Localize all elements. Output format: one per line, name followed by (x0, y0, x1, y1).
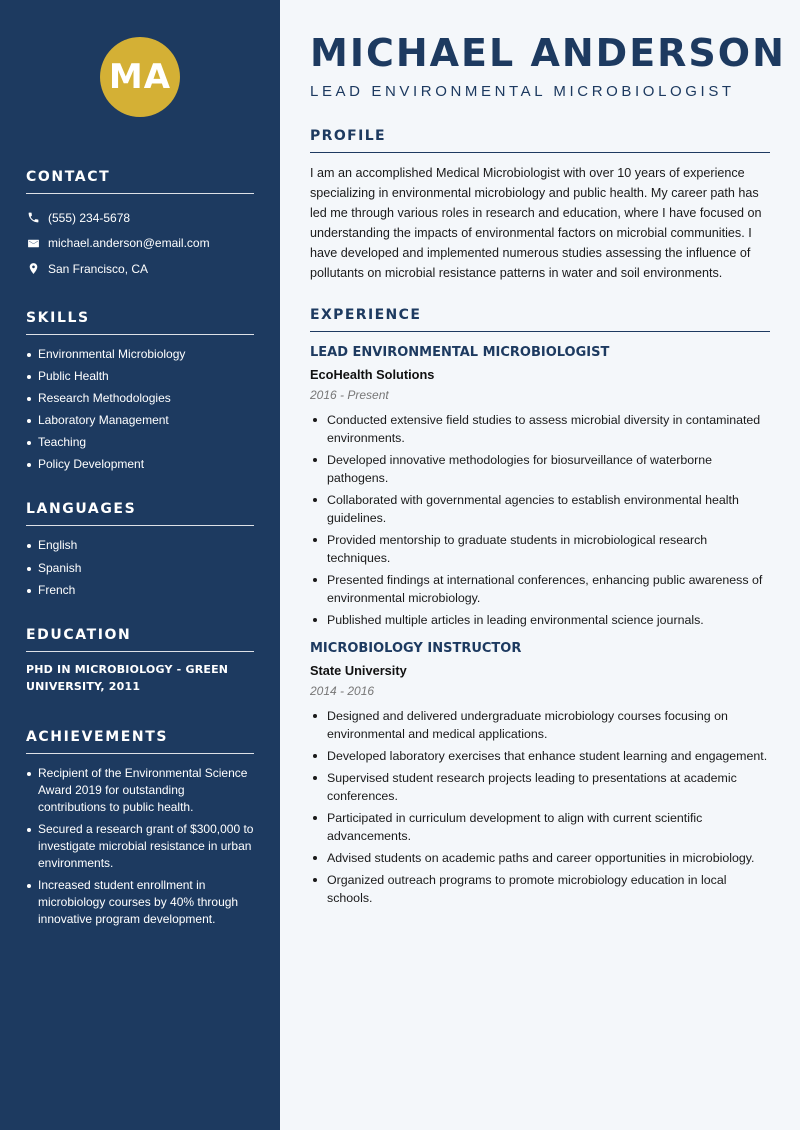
sidebar (0, 0, 280, 1130)
job-bullet: Developed innovative methodologies for biosurveillance of waterborne pathogens. (310, 451, 770, 487)
profile-text: I am an accomplished Medical Microbiologist with over 10 years of experience specializing in environmental microbiology and public health. My career path has led me through various roles in research and education, where I have focused on understanding the impacts of environmental factors on microbial communities. I have developed and implemented numerous studies assessing the influence of pollutants on microbial resistance patterns in water and soil environments. (310, 166, 762, 280)
skills-list (26, 346, 254, 474)
avatar-initials: MA (108, 57, 172, 97)
languages-section (26, 501, 254, 598)
skill-item: Teaching (26, 434, 254, 451)
languages-heading: LANGUAGES (26, 501, 254, 526)
contact-list (26, 205, 254, 282)
email-icon (26, 236, 40, 250)
education-section (26, 627, 254, 695)
experience-section (310, 307, 770, 907)
job-title: LEAD ENVIRONMENTAL MICROBIOLOGIST (310, 345, 610, 360)
achievement-item: Secured a research grant of $300,000 to investigate microbial resistance in urban environments. (26, 821, 254, 872)
phone-icon (26, 211, 40, 225)
job-dates: 2014 - 2016 (310, 684, 375, 698)
job-bullet: Developed laboratory exercises that enhance student learning and engagement. (310, 747, 770, 765)
skills-heading: SKILLS (26, 310, 254, 335)
job-bullet: Participated in curriculum development to align with current scientific advancements. (310, 809, 770, 845)
job-bullets (310, 707, 770, 907)
person-name: MICHAEL ANDERSON (310, 31, 786, 75)
contact-section (26, 169, 254, 282)
job-bullet: Designed and delivered undergraduate microbiology courses focusing on environmental and medical applications. (310, 707, 770, 743)
skill-item: Laboratory Management (26, 412, 254, 429)
location-pin-icon (26, 262, 40, 276)
skill-item: Public Health (26, 368, 254, 385)
job-entry (310, 343, 770, 629)
skill-item: Environmental Microbiology (26, 346, 254, 363)
email-text: michael.anderson@email.com (48, 236, 210, 251)
phone-text: (555) 234-5678 (48, 210, 131, 225)
job-title: MICROBIOLOGY INSTRUCTOR (310, 641, 522, 656)
company-name: EcoHealth Solutions (310, 367, 435, 382)
job-dates: 2016 - Present (310, 388, 389, 402)
achievements-list (26, 765, 254, 928)
achievements-heading: ACHIEVEMENTS (26, 729, 254, 754)
profile-heading: PROFILE (310, 128, 770, 153)
contact-heading: CONTACT (26, 169, 254, 194)
achievement-item: Increased student enrollment in microbiology courses by 40% through innovative program development. (26, 877, 254, 928)
skills-section (26, 310, 254, 474)
job-bullet: Advised students on academic paths and career opportunities in microbiology. (310, 849, 770, 867)
job-bullet: Supervised student research projects leading to presentations at academic conferences. (310, 769, 770, 805)
education-heading: EDUCATION (26, 627, 254, 652)
skill-item: Policy Development (26, 456, 254, 473)
job-bullets (310, 411, 770, 629)
experience-heading: EXPERIENCE (310, 307, 770, 332)
job-bullet: Organized outreach programs to promote microbiology education in local schools. (310, 871, 770, 907)
job-bullet: Published multiple articles in leading environmental science journals. (310, 611, 770, 629)
job-bullet: Provided mentorship to graduate students in microbiological research techniques. (310, 531, 770, 567)
skill-item: Research Methodologies (26, 390, 254, 407)
contact-email (26, 231, 254, 257)
main-content (280, 0, 800, 1130)
achievement-item: Recipient of the Environmental Science Award 2019 for outstanding contributions to public health. (26, 765, 254, 816)
contact-location (26, 256, 254, 282)
achievements-section (26, 729, 254, 928)
languages-list (26, 537, 254, 598)
language-item: English (26, 537, 254, 554)
contact-phone (26, 205, 254, 231)
job-bullet: Collaborated with governmental agencies to establish environmental health guidelines. (310, 491, 770, 527)
job-bullet: Conducted extensive field studies to assess microbial diversity in contaminated environments. (310, 411, 770, 447)
company-name: State University (310, 663, 407, 678)
location-text: San Francisco, CA (48, 261, 149, 276)
profile-section (310, 128, 770, 283)
job-bullet: Presented findings at international conferences, enhancing public awareness of environmental microbiology. (310, 571, 770, 607)
avatar (100, 37, 180, 117)
job-entry (310, 639, 770, 907)
education-degree: PHD IN MICROBIOLOGY - GREEN UNIVERSITY, 2011 (26, 662, 229, 693)
language-item: Spanish (26, 560, 254, 577)
job-role: LEAD ENVIRONMENTAL MICROBIOLOGIST (310, 83, 735, 100)
language-item: French (26, 582, 254, 599)
